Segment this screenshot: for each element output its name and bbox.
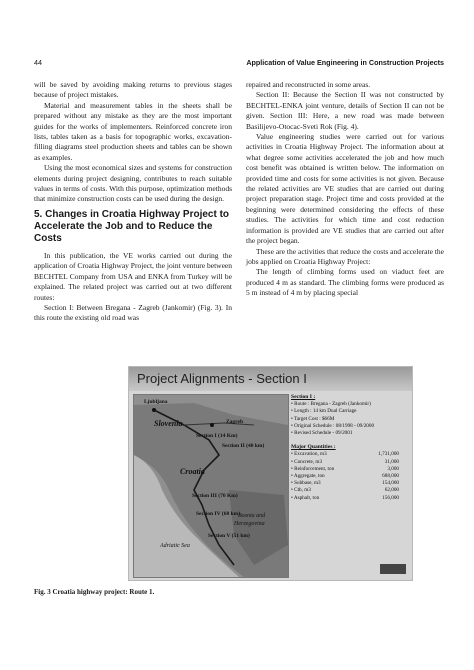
quantities-heading: Major Quantities : bbox=[291, 444, 336, 451]
quantity-row bbox=[291, 466, 399, 473]
quantity-row bbox=[291, 459, 399, 466]
label-slovenia: Slovenia bbox=[154, 419, 183, 428]
company-logo bbox=[380, 564, 406, 574]
details-list bbox=[291, 401, 408, 437]
detail-item: • Route : Bregana - Zagreb (Jankomir) bbox=[291, 401, 371, 408]
figure-caption: Fig. 3 Croatia highway project: Route 1. bbox=[34, 588, 155, 596]
paragraph: Using the most economical sizes and systems for construction elements during project designing, contributes to reach suitable values in terms of costs. With this purpose, optimization methods that minimize construction costs can be used during the design. bbox=[34, 163, 232, 204]
section-heading: 5. Changes in Croatia Highway Project to Accelerate the Job and to Reduce the Costs bbox=[34, 208, 230, 244]
quantity-value: 1,731,000 bbox=[378, 451, 399, 458]
label-section-5: Section V (51 km) bbox=[208, 533, 250, 539]
quantity-item: • Aggregate, ton bbox=[291, 473, 325, 480]
label-ljubljana: Ljubljana bbox=[144, 399, 168, 405]
quantity-value: 154,000 bbox=[382, 480, 399, 487]
quantity-item: • Ctb, m3 bbox=[291, 487, 311, 494]
label-zagreb: Zagreb bbox=[226, 419, 244, 425]
quantity-item: • Concrete, m3 bbox=[291, 458, 323, 465]
city-ljubljana bbox=[152, 408, 156, 412]
quantity-row bbox=[291, 480, 399, 487]
figure-project-alignments bbox=[128, 366, 413, 581]
label-section-2: Section II (40 km) bbox=[222, 443, 265, 449]
paragraph: repaired and reconstructed in some areas. bbox=[246, 80, 371, 89]
quantity-item: • Excavation, m3 bbox=[291, 451, 327, 458]
detail-item: • Revised Schedule - 09/2001 bbox=[291, 430, 353, 437]
quantities-list bbox=[291, 451, 408, 501]
label-bosnia: Bosnia and bbox=[238, 513, 266, 519]
quantity-item: • Subbase, m3 bbox=[291, 480, 321, 487]
quantity-value: 688,000 bbox=[382, 473, 399, 480]
paragraph: These are the activities that reduce the costs and accelerate the jobs applied on Croatia Highway Project: bbox=[246, 246, 444, 266]
page-number: 44 bbox=[34, 58, 42, 67]
figure-title: Project Alignments - Section I bbox=[137, 371, 307, 386]
quantity-item: • Reinforcement, ton bbox=[291, 465, 335, 472]
paragraph: The length of climbing forms used on viaduct feet are produced 4 m as standard. The climbing forms were produced as 5 m instead of 4 m by placing special bbox=[246, 267, 444, 298]
label-section-3: Section III (70 Km) bbox=[192, 493, 238, 499]
label-croatia: Croatia bbox=[180, 467, 205, 476]
quantity-value: 31,000 bbox=[384, 458, 399, 465]
paragraph: Value engineering studies were carried out for various activities in Croatia Highway Project. The information about at what degree some activities accelerated the job and how much cost benefit was obtained is written below. The information on provided time and costs for some activities is not given. Because the related activities are VE studies that are carried out during project preparation stage. Project time and costs provided at the beginning were determined considering the effects of these studies. The activities for which time and cost reduction information is provided are VE studies that are carried out after the project began. bbox=[246, 132, 444, 246]
detail-item: • Length : 14 km Dual Carriage bbox=[291, 408, 357, 415]
figure-title-bar bbox=[129, 367, 412, 391]
label-section-4: Section IV (60 km) bbox=[196, 511, 241, 517]
quantity-value: 3,000 bbox=[387, 465, 399, 472]
quantity-value: 156,000 bbox=[382, 494, 399, 501]
left-column bbox=[34, 80, 232, 324]
quantity-item: • Asphalt, ton bbox=[291, 494, 320, 501]
running-title: Application of Value Engineering in Construction Projects bbox=[246, 58, 444, 67]
page-header bbox=[34, 58, 444, 70]
quantity-row bbox=[291, 473, 399, 480]
detail-item: • Target Cost : $66M bbox=[291, 415, 335, 422]
label-adriatic: Adriatic Sea bbox=[160, 543, 190, 549]
route-map bbox=[133, 394, 289, 578]
quantity-row bbox=[291, 451, 399, 458]
quantity-row bbox=[291, 495, 399, 502]
section-info-heading: Section I : bbox=[291, 394, 316, 400]
section-info-panel bbox=[291, 394, 408, 576]
label-section-1: Section I (14 Km) bbox=[196, 433, 238, 439]
right-column bbox=[246, 80, 444, 299]
paragraph: Section II: Because the Section II was not constructed by BECHTEL-ENKA joint venture, details of Section II can not be given. Section III: Here, a new road was made between Basilijevo-Otocac-Sveti Rok (Fig. 4). bbox=[246, 90, 444, 131]
paragraph: Section I: Between Bregana - Zagreb (Jankomir) (Fig. 3). In this route the existing old road was bbox=[34, 302, 232, 323]
paragraph: will be saved by avoiding making returns to previous stages because of project mistakes. bbox=[34, 80, 232, 100]
paragraph: Material and measurement tables in the sheets shall be prepared without any mistake as they are the most important guides for the works of implementers. Reinforced concrete iron lists, tables taken as a basis for topographic works, excavation-filling diagrams steel production sheets and tables can be shown as examples. bbox=[34, 100, 232, 162]
quantity-value: 62,000 bbox=[384, 487, 399, 494]
detail-item: • Original Schedule : 08/1998 - 09/2000 bbox=[291, 422, 375, 429]
label-herzegovina: Herzegovina bbox=[234, 521, 265, 527]
paragraph: In this publication, the VE works carried out during the application of Croatia Highway Project, the joint venture between BECHTEL Company from USA and ENKA from Turkey will be explained. The related project was carried out at two different routes: bbox=[34, 250, 232, 302]
city-zagreb bbox=[210, 423, 214, 427]
quantity-row bbox=[291, 487, 399, 494]
